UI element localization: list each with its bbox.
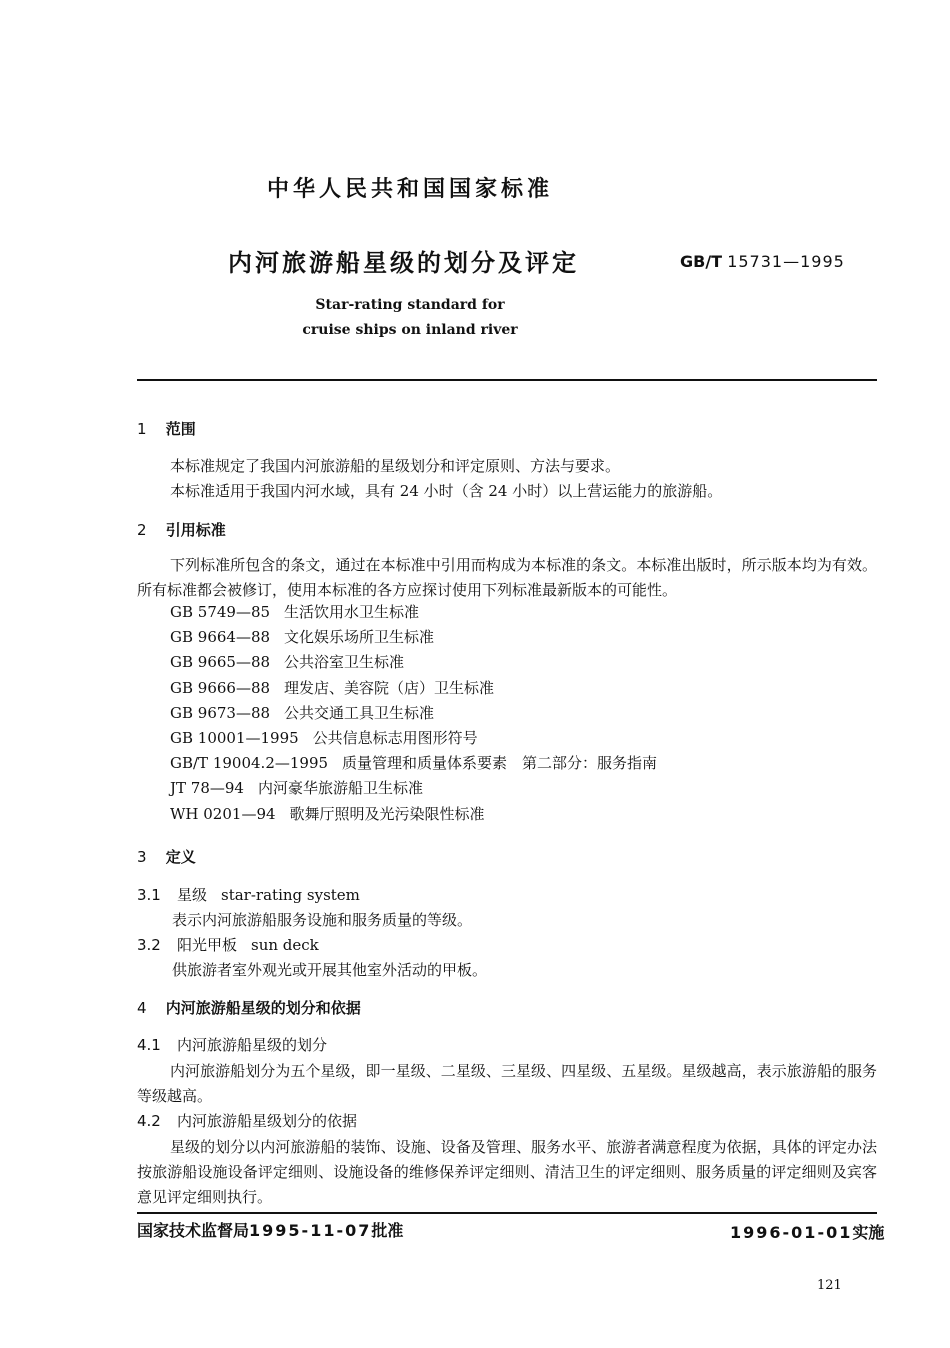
approval-line <box>137 1218 403 1241</box>
definition-term-en: sun deck <box>251 936 319 954</box>
section-2-heading <box>137 519 226 540</box>
definition-3-1-text: 表示内河旅游船服务设施和服务质量的等级。 <box>172 911 473 929</box>
clause-number: 3.2 <box>137 936 161 954</box>
section-1-heading <box>137 418 196 439</box>
page-number: 121 <box>817 1278 842 1293</box>
title-en-line1: Star-rating standard for <box>315 297 505 313</box>
clause-number: 4.2 <box>137 1112 161 1130</box>
definition-3-2 <box>137 934 319 955</box>
clause-4-1-text: 内河旅游船划分为五个星级，即一星级、二星级、三星级、四星级、五星级。星级越高，表示旅游船的服务等级越高。 <box>137 1062 877 1105</box>
effective-line <box>730 1220 884 1243</box>
clause-4-2 <box>137 1110 357 1131</box>
ref-code: GB 10001—1995 <box>170 729 299 748</box>
standard-code <box>680 252 845 271</box>
definition-term-en: star-rating system <box>221 886 360 904</box>
effective-label: 实施 <box>852 1223 885 1242</box>
section-number: 2 <box>137 521 147 539</box>
list-item <box>170 600 657 625</box>
clause-4-2-text: 星级的划分以内河旅游船的装饰、设施、设备及管理、服务水平、旅游者满意程度为依据，具体的评定办法按旅游船设施设备评定细则、设施设备的维修保养评定细则、清洁卫生的评定细则、服务质量的评定细则及宾客意见评定细则执行。 <box>137 1138 877 1206</box>
section-title: 范围 <box>165 420 196 438</box>
list-item <box>170 625 657 650</box>
list-item <box>170 751 657 776</box>
ref-code: GB 9664—88 <box>170 628 271 647</box>
section-number: 3 <box>137 848 147 866</box>
ref-title: 理发店、美容院（店）卫生标准 <box>284 678 495 697</box>
effective-date: 1996-01-01 <box>730 1223 853 1242</box>
ref-title: 文化娱乐场所卫生标准 <box>284 628 435 647</box>
document-title-en <box>270 293 550 343</box>
reference-list <box>170 600 657 827</box>
ref-title: 歌舞厅照明及光污染限性标准 <box>289 804 485 823</box>
list-item <box>170 802 657 827</box>
section-title: 引用标准 <box>165 521 226 539</box>
section-number: 4 <box>137 999 147 1017</box>
footer-divider <box>137 1212 877 1214</box>
list-item <box>170 776 657 801</box>
definition-term: 星级 <box>177 886 208 904</box>
clause-number: 4.1 <box>137 1036 161 1054</box>
clause-title: 内河旅游船星级划分的依据 <box>177 1112 358 1130</box>
approval-date: 1995-11-07 <box>249 1221 372 1240</box>
section-4-heading <box>137 997 361 1018</box>
section-3-heading <box>137 846 196 867</box>
definition-3-1 <box>137 884 360 905</box>
section-title: 内河旅游船星级的划分和依据 <box>165 999 361 1017</box>
scope-paragraph-2: 本标准适用于我国内河水域，具有 24 小时（含 24 小时）以上营运能力的旅游船。 <box>170 482 723 500</box>
header-divider <box>137 379 877 381</box>
standard-type-heading: 中华人民共和国国家标准 <box>266 177 553 202</box>
section-title: 定义 <box>165 848 196 866</box>
list-item <box>170 726 657 751</box>
ref-title: 公共信息标志用图形符号 <box>312 729 478 748</box>
definition-term: 阳光甲板 <box>177 936 238 954</box>
issuing-authority: 国家技术监督局 <box>137 1221 250 1240</box>
code-number: 15731—1995 <box>727 252 845 271</box>
ref-code: GB 9665—88 <box>170 653 271 672</box>
ref-code: JT 78—94 <box>170 779 244 798</box>
approval-label: 批准 <box>371 1221 404 1240</box>
ref-code: GB 5749—85 <box>170 603 271 621</box>
code-prefix: GB/T <box>680 252 723 271</box>
ref-title: 生活饮用水卫生标准 <box>284 603 420 621</box>
clause-4-1 <box>137 1034 327 1055</box>
clause-title: 内河旅游船星级的划分 <box>177 1036 328 1054</box>
list-item <box>170 701 657 726</box>
ref-code: GB 9666—88 <box>170 678 271 697</box>
references-intro: 下列标准所包含的条文，通过在本标准中引用而构成为本标准的条文。本标准出版时，所示版本均为有效。所有标准都会被修订，使用本标准的各方应探讨使用下列标准最新版本的可能性。 <box>137 556 877 599</box>
ref-title: 公共浴室卫生标准 <box>284 653 405 672</box>
ref-code: WH 0201—94 <box>170 804 276 823</box>
definition-3-2-text: 供旅游者室外观光或开展其他室外活动的甲板。 <box>172 961 488 979</box>
list-item <box>170 676 657 701</box>
ref-title: 公共交通工具卫生标准 <box>284 703 435 722</box>
ref-code: GB 9673—88 <box>170 703 271 722</box>
document-title-cn: 内河旅游船星级的划分及评定 <box>228 249 579 277</box>
ref-title: 质量管理和质量体系要素 第二部分：服务指南 <box>342 754 658 773</box>
ref-title: 内河豪华旅游船卫生标准 <box>257 779 423 798</box>
section-number: 1 <box>137 420 147 438</box>
scope-paragraph-1: 本标准规定了我国内河旅游船的星级划分和评定原则、方法与要求。 <box>170 457 621 475</box>
ref-code: GB/T 19004.2—1995 <box>170 754 329 773</box>
clause-number: 3.1 <box>137 886 161 904</box>
list-item <box>170 650 657 675</box>
title-en-line2: cruise ships on inland river <box>302 322 518 338</box>
